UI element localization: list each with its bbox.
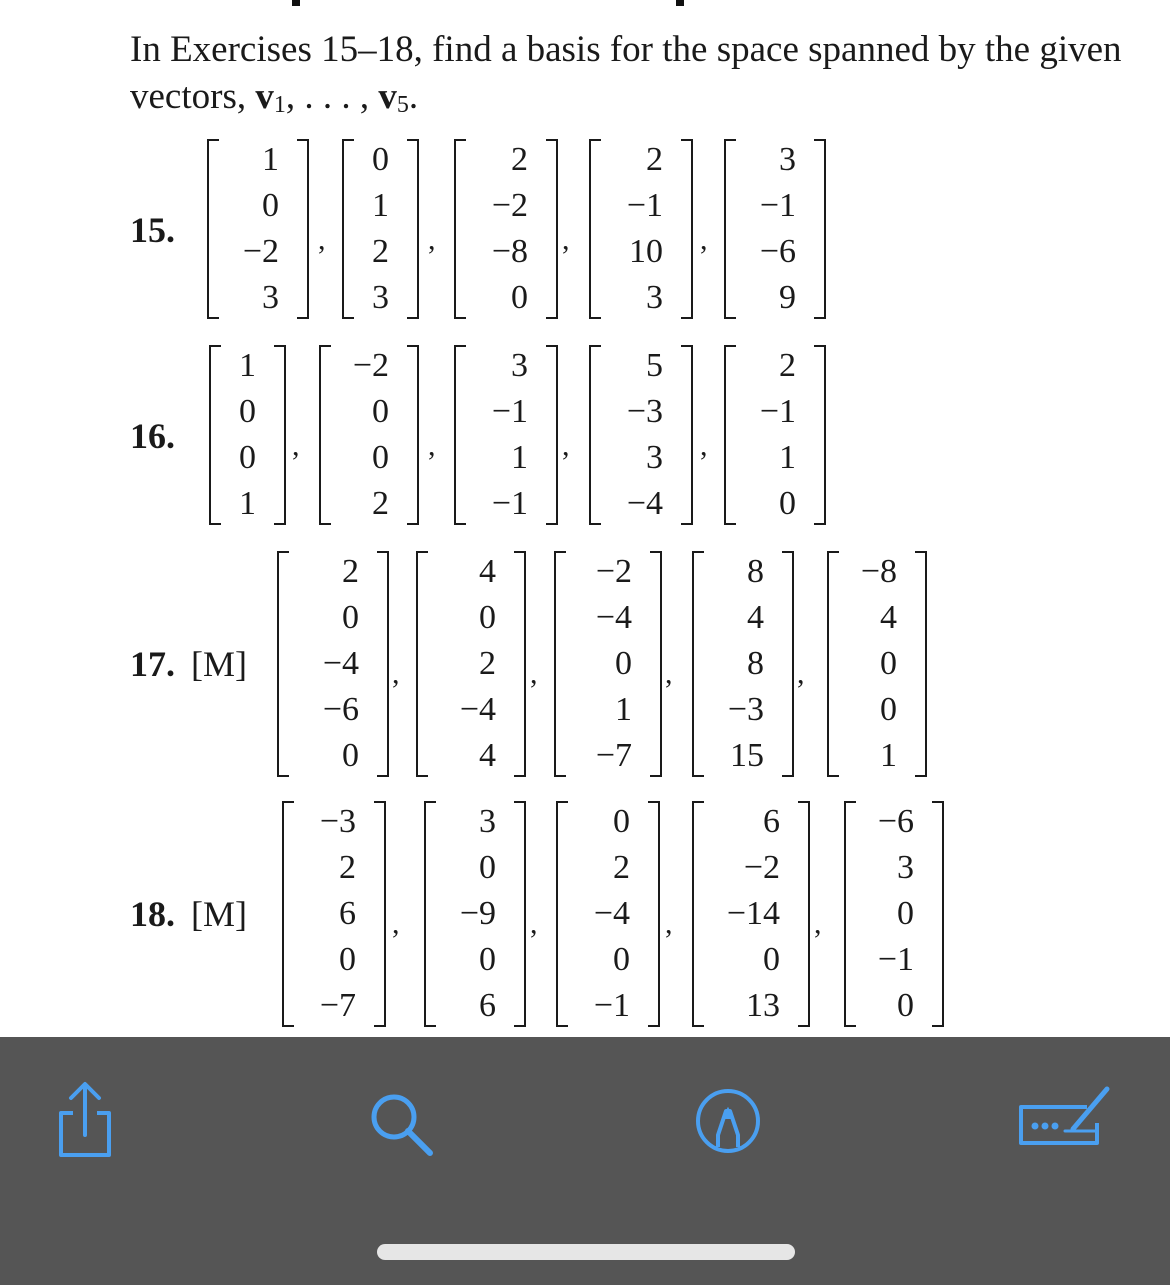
vector-v3: 0 2 −4 0 −1 xyxy=(572,799,644,1029)
vector-v5: 3 −1 −6 9 xyxy=(740,137,810,321)
markup-button[interactable] xyxy=(690,1077,770,1157)
search-icon xyxy=(364,1077,444,1157)
vector-v5: −8 4 0 0 1 xyxy=(843,549,911,779)
vector-v4: 2 −1 10 3 xyxy=(605,137,677,321)
signature-form-icon xyxy=(1015,1077,1115,1157)
vector-v3: −2 −4 0 1 −7 xyxy=(570,549,646,779)
vector-v5: −6 3 0 −1 0 xyxy=(860,799,928,1029)
vector-v1: 1 0 0 1 xyxy=(225,343,270,527)
vector-v4: 8 4 8 −3 15 xyxy=(708,549,778,779)
exercise-number: 18. [M] xyxy=(130,894,247,934)
vector-v1: −3 2 6 0 −7 xyxy=(298,799,370,1029)
vector-v2: 3 0 −9 0 6 xyxy=(440,799,510,1029)
vector-v4: 5 −3 3 −4 xyxy=(605,343,677,527)
top-edge-marks xyxy=(0,0,1170,12)
vector-v2: −2 0 0 2 xyxy=(335,343,403,527)
vector-v3: 3 −1 1 −1 xyxy=(470,343,542,527)
vector-v2: 0 1 2 3 xyxy=(358,137,403,321)
signature-form-button[interactable] xyxy=(1015,1077,1115,1157)
share-icon xyxy=(45,1077,125,1157)
home-indicator[interactable] xyxy=(377,1244,795,1260)
exercise-instructions: In Exercises 15–18, find a basis for the space spanned by the given vectors, $v_1$, . . . , $v_5$. xyxy=(130,29,1122,118)
vector-v5: 2 −1 1 0 xyxy=(740,343,810,527)
markup-pen-icon xyxy=(690,1077,770,1157)
exercise-number: 17. [M] xyxy=(130,644,247,684)
vector-v4: 6 −2 −14 0 13 xyxy=(708,799,794,1029)
vector-v2: 4 0 2 −4 4 xyxy=(432,549,510,779)
search-button[interactable] xyxy=(364,1077,444,1157)
share-button[interactable] xyxy=(45,1077,125,1157)
vector-v1: 1 0 −2 3 xyxy=(223,137,293,321)
exercise-number: 15. xyxy=(130,210,175,250)
vector-v3: 2 −2 −8 0 xyxy=(470,137,542,321)
exercise-number: 16. xyxy=(130,416,175,456)
vector-v1: 2 0 −4 −6 0 xyxy=(293,549,373,779)
